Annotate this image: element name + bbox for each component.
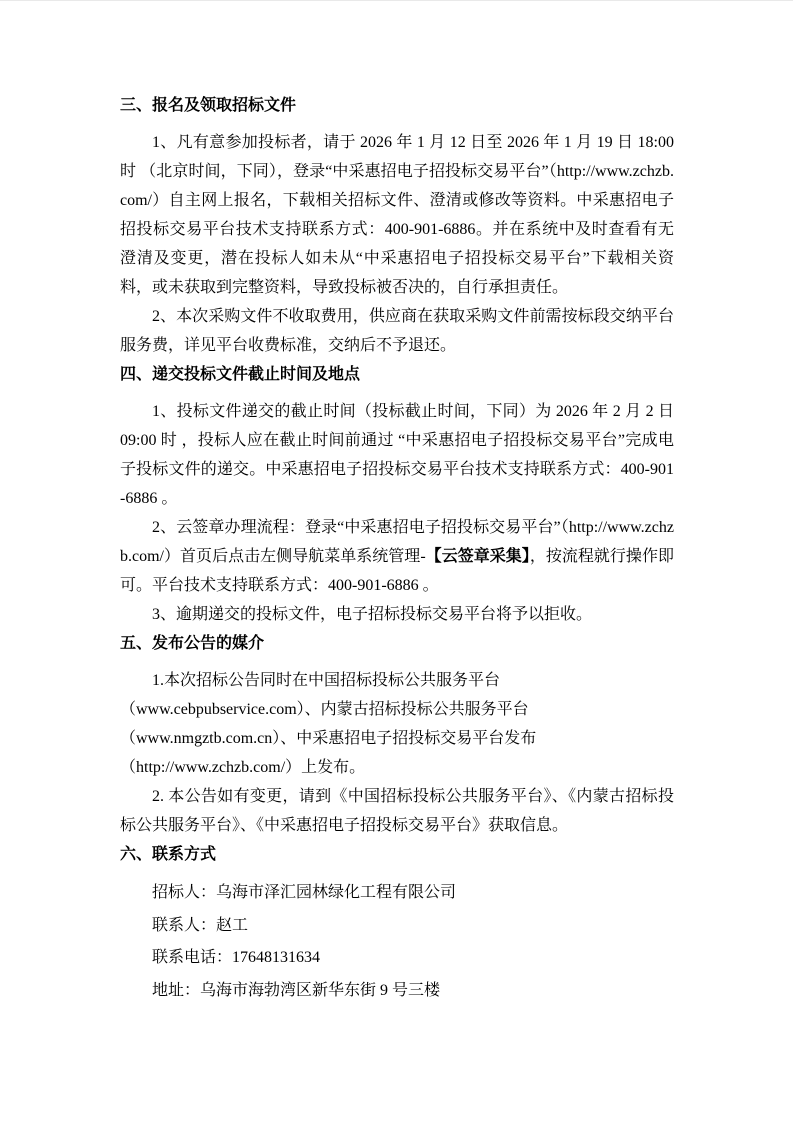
section-5-paragraph-1-line-3: （www.nmgztb.com.cn）、中采惠招电子招投标交易平台发布 (120, 730, 537, 747)
section-4-paragraph-2-text: 2、云签章办理流程：登录“中采惠招电子招投标交易平台”（http://www.zchzb.com/）首页后点击左侧导航菜单系统管理- (120, 519, 674, 565)
section-4-heading: 四、递交投标文件截止时间及地点 (120, 366, 361, 383)
section-5-heading: 五、发布公告的媒介 (120, 635, 265, 652)
section-4-paragraph-1: 1、投标文件递交的截止时间（投标截止时间，下同）为 2026 年 2 月 2 日 09:00 时 ，投标人应在截止时间前通过 “中采惠招电子招投标交易平台”完成电子投标文件的递交。中采惠招电子招投标交易平台技术支持联系方式：400-901-6886 。 (120, 403, 674, 507)
section-5-paragraph-2: 2. 本公告如有变更，请到《中国招标投标公共服务平台》、《内蒙古招标投标公共服务平台》、《中采惠招电子招投标交易平台》获取信息。 (120, 788, 674, 834)
section-4-paragraph-3: 3、逾期递交的投标文件，电子招标投标交易平台将予以拒收。 (152, 606, 593, 623)
section-6-heading: 六、联系方式 (120, 846, 217, 863)
section-3-paragraph-2: 2、本次采购文件不收取费用，供应商在获取采购文件前需按标段交纳平台服务费，详见平台收费标准，交纳后不予退还。 (120, 308, 674, 354)
section-4-paragraph-2-text-after: ，按流程就行操作即可。平台技术支持联系方式：400-901-6886 。 (120, 548, 674, 594)
contact-phone-line: 联系电话：17648131634 (152, 949, 321, 966)
section-4-paragraph-2 (120, 513, 674, 600)
tenderer-line: 招标人：乌海市泽汇园林绿化工程有限公司 (152, 884, 457, 901)
document-content (120, 91, 674, 1007)
contact-person-line: 联系人：赵工 (152, 916, 249, 934)
section-3-heading: 三、报名及领取招标文件 (120, 97, 297, 114)
cloud-signature-collection-label: 【云签章采集】 (425, 548, 530, 565)
section-5-paragraph-1-line-4: （http://www.zchzb.com/）上发布。 (120, 759, 366, 776)
section-5-paragraph-1-line-1: 1.本次招标公告同时在中国招标投标公共服务平台 (152, 672, 501, 689)
section-3-paragraph-1: 1、凡有意参加投标者，请于 2026 年 1 月 12 日至 2026 年 1 月 19 日 18:00 时 （北京时间，下同），登录“中采惠招电子招投标交易平台”（http://www.zchzb.com/）自主网上报名，下载相关招标文件、澄清或修改等资料。中采惠招电子招投标交易平台技术支持联系方式：400-901-6886。并在系统中及时查看有无澄清及变更，潜在投标人如未从“中采惠招电子招投标交易平台”下载相关资料，或未获取到完整资料，导致投标被否决的，自行承担责任。 (120, 134, 674, 296)
address-line: 地址：乌海市海勃湾区新华东街 9 号三楼 (152, 981, 441, 999)
section-5-paragraph-1-line-2: （www.cebpubservice.com）、内蒙古招标投标公共服务平台 (120, 701, 529, 718)
